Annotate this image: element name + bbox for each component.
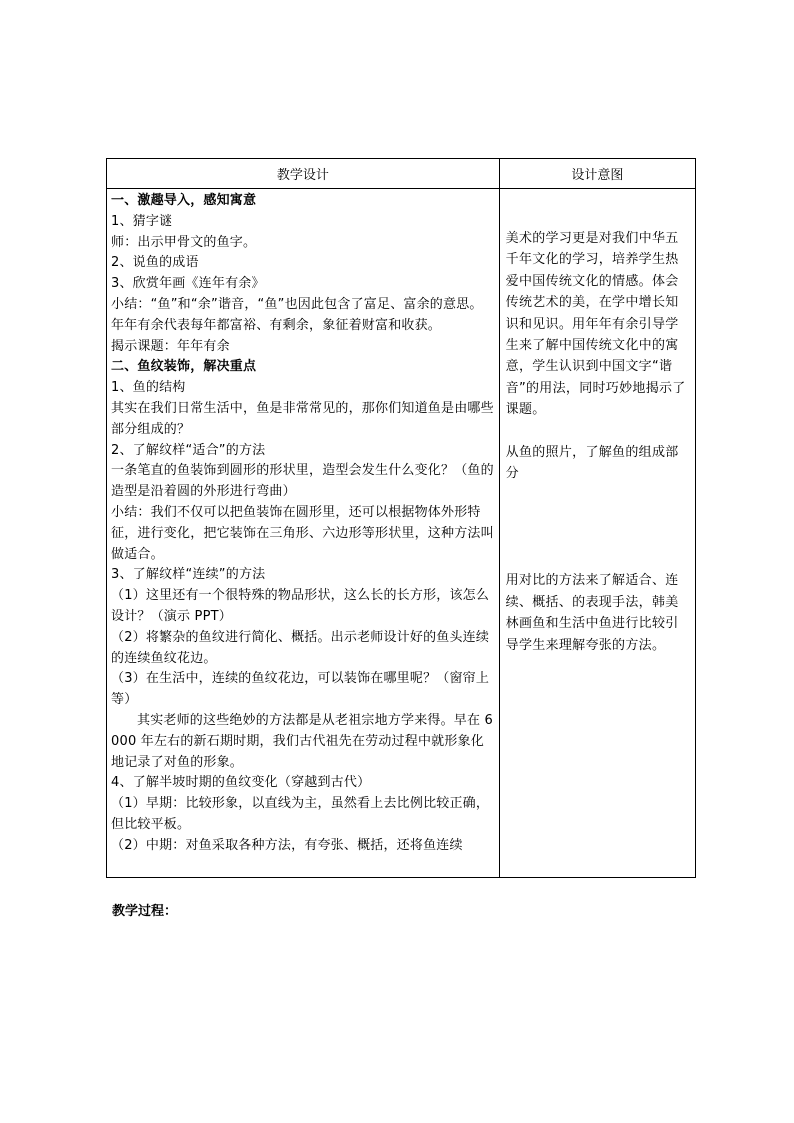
table-header-row — [107, 159, 696, 189]
step-line: 师：出示甲骨文的鱼字。 — [111, 234, 257, 250]
summary-paragraph: 小结：“鱼”和“余”谐音，“鱼”也因此包含了富足、富余的意思。年年有余代表每年都富裕、有剩余，象征着财富和收获。 — [111, 296, 483, 333]
teaching-process-heading: 教学过程： — [112, 904, 178, 919]
activity-paragraph: （3）在生活中，连续的鱼纹花边，可以装饰在哪里呢？（窗帘上等） — [111, 671, 490, 708]
step-line: 3、了解纹样“连续”的方法 — [111, 567, 266, 583]
header-teaching-design: 教学设计 — [107, 159, 500, 189]
step-line: 揭示课题：年年有余 — [111, 338, 230, 354]
activity-paragraph: （1）这里还有一个很特殊的物品形状，这么长的长方形，该怎么设计？（演示 PPT） — [111, 588, 490, 624]
step-line: 4、了解半坡时期的鱼纹变化（穿越到古代） — [111, 775, 371, 791]
history-paragraph: 其实老师的这些绝妙的方法都是从老祖宗地方学来得。早在 6000 年左右的新石期时期，我们古代祖先在劳动过程中就形象化地记录了对鱼的形象。 — [111, 712, 494, 770]
question-paragraph: 其实在我们日常生活中，鱼是非常常见的，那你们知道鱼是由哪些部分组成的？ — [111, 400, 494, 437]
intent-paragraph: 从鱼的照片，了解鱼的组成部分 — [505, 444, 679, 482]
intent-paragraph: 美术的学习更是对我们中华五千年文化的学习，培养学生热爱中国传统文化的情感。体会传统艺术的美，在学中增长知识和见识。用年年有余引导学生来了解中国传统文化中的寓意，学生认识到中国文字“谐音”的用法，同时巧妙地揭示了课题。 — [505, 231, 686, 418]
lesson-design-table — [106, 158, 696, 878]
activity-paragraph: （2）将繁杂的鱼纹进行简化、概括。出示老师设计好的鱼头连续的连续鱼纹花边。 — [111, 629, 490, 666]
question-paragraph: 一条笔直的鱼装饰到圆形的形状里，造型会发生什么变化？（鱼的造型是沿着圆的外形进行弯曲） — [111, 463, 494, 500]
step-line: 1、鱼的结构 — [111, 380, 186, 396]
step-line: 2、说鱼的成语 — [111, 255, 199, 271]
summary-paragraph: 小结：我们不仅可以把鱼装饰在圆形里，还可以根据物体外形特征，进行变化，把它装饰在三角形、六边形等形状里，这种方法叫做适合。 — [111, 504, 494, 562]
section-heading: 二、鱼纹装饰，解决重点 — [111, 359, 257, 375]
period-paragraph: （2）中期：对鱼采取各种方法，有夸张、概括，还将鱼连续 — [111, 837, 463, 853]
step-line: 3、欣赏年画《连年有余》 — [111, 276, 265, 292]
header-design-intent: 设计意图 — [499, 159, 695, 189]
step-line: 2、了解纹样“适合”的方法 — [111, 442, 266, 458]
period-paragraph: （1）早期：比较形象，以直线为主，虽然看上去比例比较正确，但比较平板。 — [111, 796, 490, 832]
step-line: 1、猜字谜 — [111, 213, 173, 229]
table-body-row — [107, 189, 696, 878]
teaching-design-cell — [107, 189, 500, 878]
section-heading: 一、激趣导入，感知寓意 — [111, 193, 257, 208]
intent-paragraph: 用对比的方法来了解适合、连续、概括、的表现手法，韩美林画鱼和生活中鱼进行比较引导学生来理解夸张的方法。 — [505, 573, 679, 653]
design-intent-cell — [499, 189, 695, 878]
